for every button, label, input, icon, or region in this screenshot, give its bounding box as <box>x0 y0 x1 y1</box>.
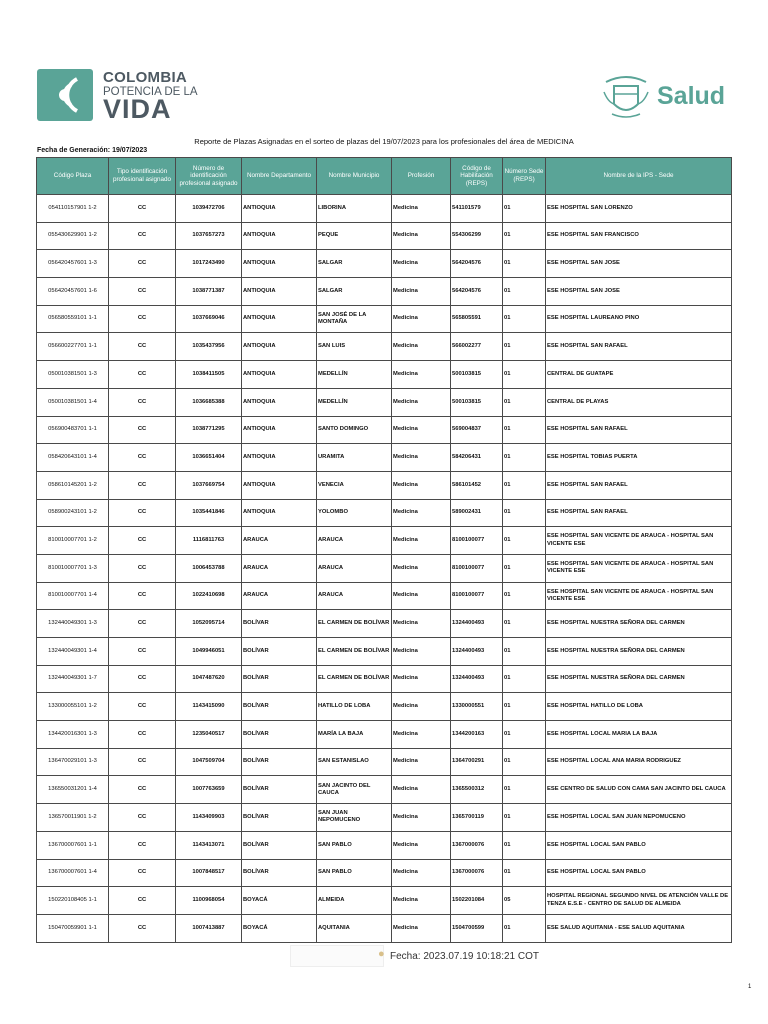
cell-ips-sede: ESE HOSPITAL SAN JOSE <box>546 250 732 278</box>
cell-numero-sede: 01 <box>503 721 546 749</box>
table-row <box>37 693 732 721</box>
cell-codigo-plaza: 133000055101 1-2 <box>37 693 109 721</box>
cell-ips-sede: ESE HOSPITAL SAN FRANCISCO <box>546 222 732 250</box>
cell-profesion: Medicina <box>392 388 451 416</box>
brand-line-2: POTENCIA DE LA <box>103 86 198 98</box>
cell-ips-sede: ESE HOSPITAL SAN RAFAEL <box>546 499 732 527</box>
table-row <box>37 831 732 859</box>
table-row <box>37 859 732 887</box>
cell-codigo-habilitacion: 586101452 <box>451 471 503 499</box>
cell-codigo-plaza: 136550031201 1-4 <box>37 776 109 804</box>
cell-municipio: MEDELLÍN <box>317 361 392 389</box>
cell-ips-sede: ESE SALUD AQUITANIA - ESE SALUD AQUITANIA <box>546 914 732 942</box>
cell-numero-sede: 01 <box>503 582 546 610</box>
cell-ips-sede: ESE HOSPITAL LAUREANO PINO <box>546 305 732 333</box>
cell-profesion: Medicina <box>392 333 451 361</box>
cell-numero-identificacion: 1007413887 <box>176 914 242 942</box>
cell-numero-identificacion: 1100968054 <box>176 887 242 915</box>
cell-ips-sede: ESE HOSPITAL SAN LORENZO <box>546 195 732 223</box>
cell-tipo-identificacion: CC <box>109 444 176 472</box>
cell-municipio: MEDELLÍN <box>317 388 392 416</box>
header-profesion: Profesión <box>392 158 451 195</box>
cell-departamento: ANTIOQUIA <box>242 416 317 444</box>
table-row <box>37 305 732 333</box>
cell-departamento: ANTIOQUIA <box>242 388 317 416</box>
cell-numero-sede: 01 <box>503 831 546 859</box>
cell-codigo-plaza: 150220108405 1-1 <box>37 887 109 915</box>
cell-numero-identificacion: 1017243490 <box>176 250 242 278</box>
cell-numero-identificacion: 1037669046 <box>176 305 242 333</box>
header-numero-sede: Número Sede (REPS) <box>503 158 546 195</box>
cell-numero-identificacion: 1049946051 <box>176 638 242 666</box>
cell-numero-identificacion: 1006453788 <box>176 554 242 582</box>
cell-profesion: Medicina <box>392 859 451 887</box>
cell-profesion: Medicina <box>392 554 451 582</box>
cell-numero-identificacion: 1047509704 <box>176 748 242 776</box>
report-title: Reporte de Plazas Asignadas en el sorteo de plazas del 19/07/2023 para los profesionales del área de MEDICINA <box>194 137 574 146</box>
cell-ips-sede: ESE HOSPITAL SAN JOSE <box>546 278 732 306</box>
cell-numero-sede: 01 <box>503 278 546 306</box>
cell-departamento: BOLÍVAR <box>242 776 317 804</box>
cell-numero-identificacion: 1035441846 <box>176 499 242 527</box>
cell-municipio: LIBORINA <box>317 195 392 223</box>
cell-tipo-identificacion: CC <box>109 554 176 582</box>
cell-tipo-identificacion: CC <box>109 914 176 942</box>
cell-profesion: Medicina <box>392 776 451 804</box>
cell-ips-sede: ESE HOSPITAL NUESTRA SEÑORA DEL CARMEN <box>546 665 732 693</box>
cell-departamento: BOLÍVAR <box>242 748 317 776</box>
brand-line-1: COLOMBIA <box>103 69 188 86</box>
cell-municipio: HATILLO DE LOBA <box>317 693 392 721</box>
cell-codigo-habilitacion: 589002431 <box>451 499 503 527</box>
cell-numero-identificacion: 1037657273 <box>176 222 242 250</box>
cell-codigo-plaza: 132440049301 1-3 <box>37 610 109 638</box>
cell-numero-identificacion: 1036685388 <box>176 388 242 416</box>
cell-tipo-identificacion: CC <box>109 305 176 333</box>
cell-municipio: YOLOMBO <box>317 499 392 527</box>
cell-codigo-habilitacion: 1365700119 <box>451 804 503 832</box>
cell-codigo-habilitacion: 554306299 <box>451 222 503 250</box>
cell-numero-sede: 01 <box>503 388 546 416</box>
cell-departamento: ANTIOQUIA <box>242 305 317 333</box>
cell-municipio: PEQUE <box>317 222 392 250</box>
cell-numero-sede: 01 <box>503 693 546 721</box>
cell-numero-identificacion: 1047487620 <box>176 665 242 693</box>
cell-municipio: ARAUCA <box>317 527 392 555</box>
cell-tipo-identificacion: CC <box>109 222 176 250</box>
header-departamento: Nombre Departamento <box>242 158 317 195</box>
cell-ips-sede: HOSPITAL REGIONAL SEGUNDO NIVEL DE ATENCIÓN VALLE DE TENZA E.S.E - CENTRO DE SALUD DE ALMEIDA <box>546 887 732 915</box>
cell-numero-sede: 05 <box>503 887 546 915</box>
cell-departamento: ANTIOQUIA <box>242 222 317 250</box>
cell-departamento: ANTIOQUIA <box>242 250 317 278</box>
brand-line-3: VIDA <box>103 94 172 124</box>
table-row <box>37 499 732 527</box>
cell-codigo-habilitacion: 1330000551 <box>451 693 503 721</box>
cell-municipio: ARAUCA <box>317 582 392 610</box>
cell-departamento: ANTIOQUIA <box>242 278 317 306</box>
cell-ips-sede: ESE HOSPITAL SAN RAFAEL <box>546 333 732 361</box>
assignments-table <box>36 157 732 943</box>
cell-codigo-habilitacion: 1324400493 <box>451 638 503 666</box>
cell-ips-sede: ESE HOSPITAL SAN VICENTE DE ARAUCA - HOSPITAL SAN VICENTE ESE <box>546 554 732 582</box>
cell-codigo-plaza: 134420016301 1-3 <box>37 721 109 749</box>
cell-codigo-plaza: 810010007701 1-3 <box>37 554 109 582</box>
cell-departamento: BOYACÁ <box>242 914 317 942</box>
cell-tipo-identificacion: CC <box>109 859 176 887</box>
header-numero-identificacion: Número de identificación profesional asignado <box>176 158 242 195</box>
table-row <box>37 610 732 638</box>
cell-tipo-identificacion: CC <box>109 693 176 721</box>
cell-codigo-plaza: 058900243101 1-2 <box>37 499 109 527</box>
cell-numero-identificacion: 1052095714 <box>176 610 242 638</box>
table-row <box>37 361 732 389</box>
cell-ips-sede: ESE HOSPITAL HATILLO DE LOBA <box>546 693 732 721</box>
cell-tipo-identificacion: CC <box>109 776 176 804</box>
cell-departamento: ANTIOQUIA <box>242 195 317 223</box>
cell-municipio: SALGAR <box>317 250 392 278</box>
cell-numero-identificacion: 1007763659 <box>176 776 242 804</box>
cell-departamento: BOLÍVAR <box>242 638 317 666</box>
cell-numero-sede: 01 <box>503 471 546 499</box>
colombia-potencia-de-la-vida-logo <box>37 69 202 123</box>
generation-date: Fecha de Generación: 19/07/2023 <box>37 147 148 154</box>
cell-codigo-habilitacion: 1504700599 <box>451 914 503 942</box>
cell-numero-sede: 01 <box>503 665 546 693</box>
table-row <box>37 527 732 555</box>
cell-municipio: SAN PABLO <box>317 859 392 887</box>
cell-codigo-habilitacion: 566002277 <box>451 333 503 361</box>
table-row <box>37 804 732 832</box>
cell-profesion: Medicina <box>392 278 451 306</box>
cell-municipio: SANTO DOMINGO <box>317 416 392 444</box>
cell-profesion: Medicina <box>392 361 451 389</box>
cell-tipo-identificacion: CC <box>109 416 176 444</box>
cell-municipio: MARÍA LA BAJA <box>317 721 392 749</box>
cell-codigo-plaza: 055430629901 1-2 <box>37 222 109 250</box>
cell-profesion: Medicina <box>392 887 451 915</box>
cell-codigo-habilitacion: 8100100077 <box>451 582 503 610</box>
cell-codigo-plaza: 056420457601 1-3 <box>37 250 109 278</box>
coat-of-arms-icon <box>600 70 652 124</box>
cell-municipio: SAN PABLO <box>317 831 392 859</box>
cell-ips-sede: ESE HOSPITAL NUESTRA SEÑORA DEL CARMEN <box>546 638 732 666</box>
cell-numero-identificacion: 1037669754 <box>176 471 242 499</box>
header-codigo-habilitacion: Código de Habilitación (REPS) <box>451 158 503 195</box>
cell-ips-sede: ESE HOSPITAL SAN VICENTE DE ARAUCA - HOSPITAL SAN VICENTE ESE <box>546 527 732 555</box>
cell-codigo-habilitacion: 564204576 <box>451 250 503 278</box>
table-row <box>37 250 732 278</box>
header-municipio: Nombre Municipio <box>317 158 392 195</box>
cell-tipo-identificacion: CC <box>109 887 176 915</box>
table-row <box>37 554 732 582</box>
cell-departamento: ARAUCA <box>242 527 317 555</box>
cell-numero-sede: 01 <box>503 914 546 942</box>
cell-tipo-identificacion: CC <box>109 610 176 638</box>
cell-codigo-plaza: 050010381501 1-4 <box>37 388 109 416</box>
salud-wordmark: Salud <box>657 82 726 110</box>
cell-numero-identificacion: 1035437956 <box>176 333 242 361</box>
cell-profesion: Medicina <box>392 831 451 859</box>
cell-numero-sede: 01 <box>503 804 546 832</box>
cell-profesion: Medicina <box>392 195 451 223</box>
cell-tipo-identificacion: CC <box>109 195 176 223</box>
table-row <box>37 444 732 472</box>
cell-ips-sede: ESE CENTRO DE SALUD CON CAMA SAN JACINTO DEL CAUCA <box>546 776 732 804</box>
cell-numero-sede: 01 <box>503 333 546 361</box>
cell-ips-sede: ESE HOSPITAL LOCAL ANA MARIA RODRIGUEZ <box>546 748 732 776</box>
table-row <box>37 416 732 444</box>
cell-departamento: ARAUCA <box>242 582 317 610</box>
cell-ips-sede: ESE HOSPITAL LOCAL MARIA LA BAJA <box>546 721 732 749</box>
cell-tipo-identificacion: CC <box>109 527 176 555</box>
table-row <box>37 887 732 915</box>
cell-departamento: ANTIOQUIA <box>242 361 317 389</box>
cell-ips-sede: CENTRAL DE PLAYAS <box>546 388 732 416</box>
cell-departamento: BOLÍVAR <box>242 610 317 638</box>
cell-codigo-habilitacion: 1364700291 <box>451 748 503 776</box>
cell-municipio: SAN JUAN NEPOMUCENO <box>317 804 392 832</box>
cell-profesion: Medicina <box>392 610 451 638</box>
cell-departamento: ANTIOQUIA <box>242 499 317 527</box>
cell-numero-identificacion: 1007848517 <box>176 859 242 887</box>
cell-profesion: Medicina <box>392 305 451 333</box>
cell-numero-identificacion: 1143409903 <box>176 804 242 832</box>
cell-numero-sede: 01 <box>503 361 546 389</box>
cell-profesion: Medicina <box>392 804 451 832</box>
cell-codigo-habilitacion: 565805591 <box>451 305 503 333</box>
cell-profesion: Medicina <box>392 748 451 776</box>
cell-codigo-plaza: 136470029101 1-3 <box>37 748 109 776</box>
table-row <box>37 914 732 942</box>
cell-numero-sede: 01 <box>503 527 546 555</box>
cell-municipio: SAN JACINTO DEL CAUCA <box>317 776 392 804</box>
cell-codigo-habilitacion: 1367000076 <box>451 831 503 859</box>
cell-ips-sede: ESE HOSPITAL SAN RAFAEL <box>546 471 732 499</box>
header-codigo-plaza: Código Plaza <box>37 158 109 195</box>
cell-departamento: ARAUCA <box>242 554 317 582</box>
cell-municipio: VENECIA <box>317 471 392 499</box>
cell-numero-identificacion: 1143413071 <box>176 831 242 859</box>
table-row <box>37 776 732 804</box>
cell-tipo-identificacion: CC <box>109 499 176 527</box>
table-row <box>37 471 732 499</box>
cell-codigo-habilitacion: 500103815 <box>451 388 503 416</box>
lightbulb-icon: ● <box>378 948 385 960</box>
signature-stamp <box>290 945 384 967</box>
ministerio-salud-logo <box>600 70 730 124</box>
table-row <box>37 222 732 250</box>
cell-tipo-identificacion: CC <box>109 665 176 693</box>
cell-tipo-identificacion: CC <box>109 721 176 749</box>
cell-municipio: EL CARMEN DE BOLÍVAR <box>317 610 392 638</box>
cell-numero-identificacion: 1036651404 <box>176 444 242 472</box>
cell-departamento: BOYACÁ <box>242 887 317 915</box>
cell-profesion: Medicina <box>392 527 451 555</box>
cell-tipo-identificacion: CC <box>109 250 176 278</box>
cell-profesion: Medicina <box>392 721 451 749</box>
cell-numero-sede: 01 <box>503 305 546 333</box>
cell-codigo-plaza: 132440049301 1-4 <box>37 638 109 666</box>
cell-departamento: ANTIOQUIA <box>242 444 317 472</box>
cell-profesion: Medicina <box>392 582 451 610</box>
cell-codigo-plaza: 150470059901 1-1 <box>37 914 109 942</box>
cell-municipio: EL CARMEN DE BOLÍVAR <box>317 665 392 693</box>
table-row <box>37 195 732 223</box>
cell-codigo-habilitacion: 564204576 <box>451 278 503 306</box>
cell-codigo-plaza: 054110157901 1-2 <box>37 195 109 223</box>
table-row <box>37 638 732 666</box>
cell-codigo-plaza: 810010007701 1-2 <box>37 527 109 555</box>
cell-departamento: BOLÍVAR <box>242 665 317 693</box>
cell-numero-sede: 01 <box>503 610 546 638</box>
cell-codigo-habilitacion: 1365500312 <box>451 776 503 804</box>
cell-numero-sede: 01 <box>503 250 546 278</box>
cell-tipo-identificacion: CC <box>109 831 176 859</box>
cell-numero-sede: 01 <box>503 776 546 804</box>
table-header-row <box>37 158 732 195</box>
cell-codigo-habilitacion: 1344200163 <box>451 721 503 749</box>
cell-departamento: BOLÍVAR <box>242 859 317 887</box>
page-number: 1 <box>748 984 752 990</box>
logo-badge <box>37 69 93 121</box>
cell-municipio: URAMITA <box>317 444 392 472</box>
table-row <box>37 388 732 416</box>
cell-codigo-plaza: 810010007701 1-4 <box>37 582 109 610</box>
cell-tipo-identificacion: CC <box>109 638 176 666</box>
cell-codigo-habilitacion: 1324400493 <box>451 665 503 693</box>
cell-profesion: Medicina <box>392 638 451 666</box>
cell-ips-sede: ESE HOSPITAL LOCAL SAN PABLO <box>546 831 732 859</box>
header-ips-sede: Nombre de la IPS - Sede <box>546 158 732 195</box>
cell-codigo-habilitacion: 1502201084 <box>451 887 503 915</box>
cell-codigo-habilitacion: 569004837 <box>451 416 503 444</box>
cell-profesion: Medicina <box>392 499 451 527</box>
cell-numero-sede: 01 <box>503 638 546 666</box>
cell-municipio: SAN JOSÉ DE LA MONTAÑA <box>317 305 392 333</box>
table-row <box>37 278 732 306</box>
cell-codigo-habilitacion: 1324400493 <box>451 610 503 638</box>
cell-numero-identificacion: 1038771387 <box>176 278 242 306</box>
cell-numero-identificacion: 1038771295 <box>176 416 242 444</box>
cell-numero-sede: 01 <box>503 748 546 776</box>
cell-tipo-identificacion: CC <box>109 278 176 306</box>
header-tipo-identificacion: Tipo identificación profesional asignado <box>109 158 176 195</box>
cell-numero-sede: 01 <box>503 859 546 887</box>
cell-municipio: SAN ESTANISLAO <box>317 748 392 776</box>
cell-municipio: ALMEIDA <box>317 887 392 915</box>
cell-codigo-plaza: 056600227701 1-1 <box>37 333 109 361</box>
cell-departamento: ANTIOQUIA <box>242 333 317 361</box>
cell-tipo-identificacion: CC <box>109 471 176 499</box>
cell-ips-sede: ESE HOSPITAL NUESTRA SEÑORA DEL CARMEN <box>546 610 732 638</box>
cell-ips-sede: ESE HOSPITAL TOBIAS PUERTA <box>546 444 732 472</box>
cell-ips-sede: CENTRAL DE GUATAPE <box>546 361 732 389</box>
cell-municipio: EL CARMEN DE BOLÍVAR <box>317 638 392 666</box>
cell-ips-sede: ESE HOSPITAL SAN VICENTE DE ARAUCA - HOSPITAL SAN VICENTE ESE <box>546 582 732 610</box>
cell-numero-sede: 01 <box>503 444 546 472</box>
cell-ips-sede: ESE HOSPITAL LOCAL SAN PABLO <box>546 859 732 887</box>
cell-profesion: Medicina <box>392 444 451 472</box>
cell-numero-identificacion: 1022410698 <box>176 582 242 610</box>
cell-tipo-identificacion: CC <box>109 361 176 389</box>
cell-codigo-habilitacion: 8100100077 <box>451 554 503 582</box>
cell-departamento: BOLÍVAR <box>242 831 317 859</box>
cell-codigo-habilitacion: 584206431 <box>451 444 503 472</box>
cell-municipio: SAN LUIS <box>317 333 392 361</box>
cell-codigo-plaza: 050010381501 1-3 <box>37 361 109 389</box>
cell-numero-identificacion: 1038411505 <box>176 361 242 389</box>
cell-numero-sede: 01 <box>503 554 546 582</box>
signal-waves-icon <box>37 69 93 121</box>
cell-profesion: Medicina <box>392 693 451 721</box>
cell-tipo-identificacion: CC <box>109 388 176 416</box>
cell-profesion: Medicina <box>392 222 451 250</box>
cell-profesion: Medicina <box>392 416 451 444</box>
cell-codigo-plaza: 136700007601 1-1 <box>37 831 109 859</box>
cell-numero-identificacion: 1143415090 <box>176 693 242 721</box>
table-row <box>37 333 732 361</box>
table-row <box>37 721 732 749</box>
cell-departamento: BOLÍVAR <box>242 804 317 832</box>
cell-codigo-plaza: 136700007601 1-4 <box>37 859 109 887</box>
cell-codigo-plaza: 058420643101 1-4 <box>37 444 109 472</box>
cell-codigo-habilitacion: 1367000076 <box>451 859 503 887</box>
cell-ips-sede: ESE HOSPITAL SAN RAFAEL <box>546 416 732 444</box>
cell-codigo-plaza: 056420457601 1-6 <box>37 278 109 306</box>
cell-codigo-habilitacion: 8100100077 <box>451 527 503 555</box>
cell-departamento: BOLÍVAR <box>242 721 317 749</box>
cell-numero-identificacion: 1235040517 <box>176 721 242 749</box>
cell-departamento: ANTIOQUIA <box>242 471 317 499</box>
cell-profesion: Medicina <box>392 471 451 499</box>
signature-timestamp: Fecha: 2023.07.19 10:18:21 COT <box>390 951 539 962</box>
cell-municipio: SALGAR <box>317 278 392 306</box>
cell-codigo-plaza: 132440049301 1-7 <box>37 665 109 693</box>
cell-codigo-habilitacion: 500103815 <box>451 361 503 389</box>
cell-departamento: BOLÍVAR <box>242 693 317 721</box>
cell-profesion: Medicina <box>392 250 451 278</box>
cell-codigo-plaza: 056580559101 1-1 <box>37 305 109 333</box>
cell-municipio: ARAUCA <box>317 554 392 582</box>
cell-numero-identificacion: 1039472706 <box>176 195 242 223</box>
cell-tipo-identificacion: CC <box>109 804 176 832</box>
cell-codigo-plaza: 058610145201 1-2 <box>37 471 109 499</box>
cell-tipo-identificacion: CC <box>109 333 176 361</box>
table-row <box>37 748 732 776</box>
cell-tipo-identificacion: CC <box>109 582 176 610</box>
cell-numero-sede: 01 <box>503 195 546 223</box>
cell-numero-sede: 01 <box>503 416 546 444</box>
cell-ips-sede: ESE HOSPITAL LOCAL SAN JUAN NEPOMUCENO <box>546 804 732 832</box>
cell-numero-sede: 01 <box>503 499 546 527</box>
cell-codigo-habilitacion: 541101579 <box>451 195 503 223</box>
cell-numero-identificacion: 1116811763 <box>176 527 242 555</box>
cell-codigo-plaza: 056900483701 1-1 <box>37 416 109 444</box>
table-row <box>37 582 732 610</box>
cell-tipo-identificacion: CC <box>109 748 176 776</box>
cell-codigo-plaza: 136570011901 1-2 <box>37 804 109 832</box>
table-row <box>37 665 732 693</box>
cell-municipio: AQUITANIA <box>317 914 392 942</box>
cell-numero-sede: 01 <box>503 222 546 250</box>
cell-profesion: Medicina <box>392 665 451 693</box>
cell-profesion: Medicina <box>392 914 451 942</box>
